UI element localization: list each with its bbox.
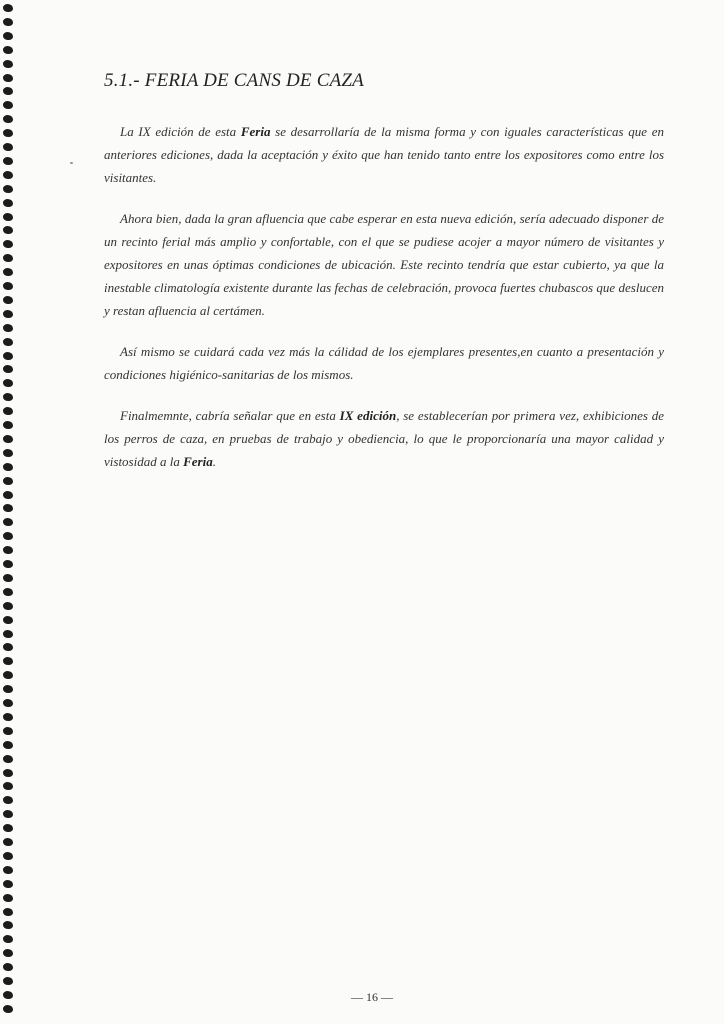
- binding-ring: [3, 894, 13, 902]
- binding-ring: [3, 643, 13, 651]
- text-run: , se establecerían por primera vez, exhibiciones de los perros de caza, en pruebas de trabajo y obediencia, lo que le proporcionaría una mayor calidad y vistosidad a la: [104, 408, 665, 469]
- binding-ring: [3, 435, 13, 443]
- paragraph: [104, 120, 664, 189]
- binding-ring: [3, 532, 13, 540]
- section-title: 5.1.- FERIA DE CANS DE CAZA: [104, 70, 364, 91]
- binding-ring: [3, 491, 13, 499]
- binding-ring: [3, 4, 13, 12]
- binding-ring: [3, 977, 13, 985]
- binding-ring: [3, 782, 13, 790]
- binding-ring: [3, 713, 13, 721]
- binding-ring: [3, 310, 13, 318]
- text-run: .: [212, 454, 216, 469]
- paragraph: [104, 207, 664, 322]
- binding-ring: [3, 324, 13, 332]
- binding-ring: [3, 810, 13, 818]
- binding-ring: [3, 87, 13, 95]
- text-run: Ahora bien, dada la gran afluencia que cabe esperar en esta nueva edición, sería adecuado disponer de un recinto ferial más amplio y confortable, con el que se pudiese acojer a mayor número de visitantes y expositores en unas óptimas condiciones de ubicación. Este recinto tendría que estar cubierto, ya que la inestable climatología existente durante las fechas de celebración, provoca fuertes chubascos que deslucen y restan afluencia al certámen.: [104, 211, 664, 318]
- binding-ring: [3, 407, 13, 415]
- text-run: La IX edición de esta: [120, 124, 241, 139]
- binding-ring: [3, 240, 13, 248]
- binding-ring: [3, 1005, 13, 1013]
- binding-ring: [3, 657, 13, 665]
- page-number: — 16 —: [351, 990, 393, 1004]
- binding-ring: [3, 477, 13, 485]
- binding-ring: [3, 866, 13, 874]
- binding-ring: [3, 185, 13, 193]
- paragraph: [104, 340, 664, 386]
- binding-ring: [3, 296, 13, 304]
- binding-ring: [3, 32, 13, 40]
- binding-ring: [3, 60, 13, 68]
- binding-ring: [3, 908, 13, 916]
- binding-ring: [3, 588, 13, 596]
- binding-ring: [3, 741, 13, 749]
- binding-ring: [3, 365, 13, 373]
- binding-ring: [3, 616, 13, 624]
- binding-ring: [3, 949, 13, 957]
- binding-ring: [3, 18, 13, 26]
- binding-ring: [3, 699, 13, 707]
- binding-ring: [3, 935, 13, 943]
- binding-ring: [3, 143, 13, 151]
- page-content: [104, 70, 664, 491]
- binding-ring: [3, 101, 13, 109]
- binding-ring: [3, 685, 13, 693]
- binding-ring: [3, 449, 13, 457]
- binding-ring: [3, 671, 13, 679]
- binding-ring: [3, 560, 13, 568]
- binding-ring: [3, 921, 13, 929]
- bold-run: Feria: [240, 124, 271, 139]
- binding-ring: [3, 769, 13, 777]
- binding-ring: [3, 379, 13, 387]
- bold-run: Feria: [183, 454, 213, 469]
- binding-ring: [3, 352, 13, 360]
- paragraph: [104, 404, 664, 473]
- binding-ring: [3, 630, 13, 638]
- binding-ring: [3, 852, 13, 860]
- binding-ring: [3, 338, 13, 346]
- binding-ring: [3, 282, 13, 290]
- text-run: Finalmemnte, cabría señalar que en esta: [120, 408, 340, 423]
- text-run: se desarrollaría de la misma forma y con iguales características que en anteriores ediciones, dada la aceptación y éxito que han tenido tanto entre los expositores como entre los visitantes.: [104, 124, 664, 185]
- binding-ring: [3, 727, 13, 735]
- text-run: Así mismo se cuidará cada vez más la cálidad de los ejemplares presentes,en cuanto a presentación y condiciones higiénico-sanitarias de los mismos.: [104, 344, 664, 382]
- binding-ring: [3, 393, 13, 401]
- binding-ring: [3, 504, 13, 512]
- scan-speck: [70, 162, 73, 164]
- binding-ring: [3, 796, 13, 804]
- body-text: [104, 120, 664, 473]
- binding-ring: [3, 199, 13, 207]
- binding-ring: [3, 546, 13, 554]
- binding-ring: [3, 602, 13, 610]
- binding-ring: [3, 755, 13, 763]
- binding-ring: [3, 880, 13, 888]
- binding-ring: [3, 157, 13, 165]
- binding-ring: [3, 74, 13, 82]
- binding-ring: [3, 115, 13, 123]
- binding-ring: [3, 129, 13, 137]
- binding-ring: [3, 518, 13, 526]
- binding-ring: [3, 963, 13, 971]
- binding-ring: [3, 421, 13, 429]
- binding-ring: [3, 226, 13, 234]
- bold-run: IX edición: [339, 408, 397, 423]
- binding-ring: [3, 574, 13, 582]
- binding-ring: [3, 268, 13, 276]
- binding-ring: [3, 824, 13, 832]
- binding-ring: [3, 213, 13, 221]
- binding-ring: [3, 46, 13, 54]
- binding-ring: [3, 254, 13, 262]
- binding-ring: [3, 838, 13, 846]
- binding-ring: [3, 171, 13, 179]
- spiral-binding: [0, 0, 20, 1024]
- binding-ring: [3, 463, 13, 471]
